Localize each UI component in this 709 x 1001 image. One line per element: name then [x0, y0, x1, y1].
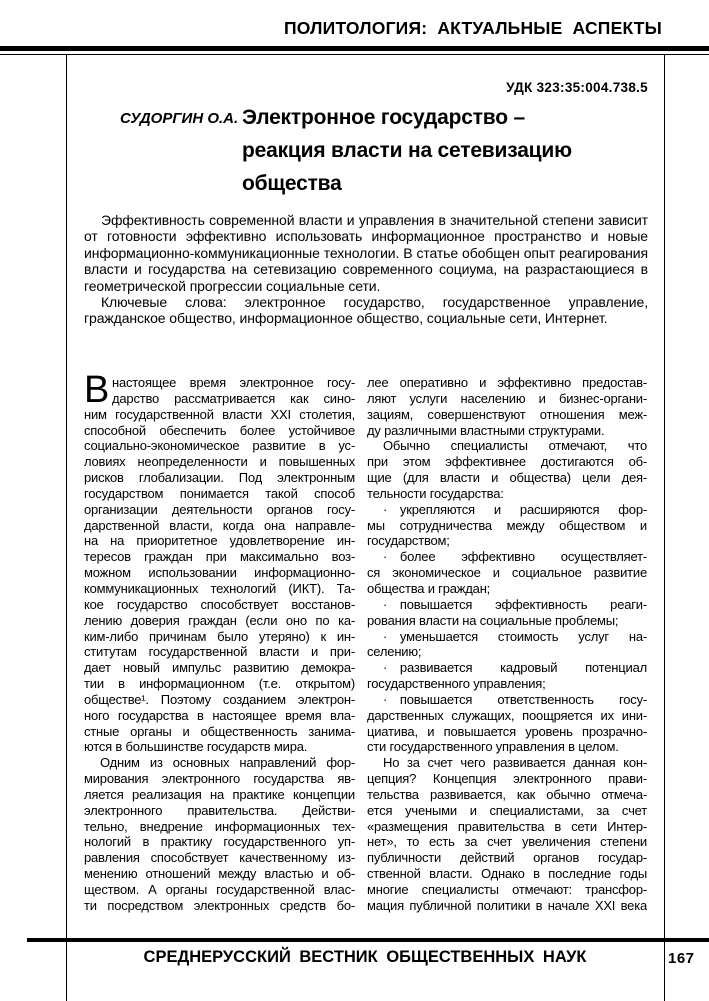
body-line: при этом эффективнее достигаются об- [367, 454, 647, 470]
body-line: ким-либо причинам было утеряно) к ин- [84, 628, 355, 644]
header-rule-thick [0, 46, 709, 51]
udc-code: УДК 323:35:004.738.5 [506, 80, 648, 95]
body-line: тельно, внедрение информационных тех- [84, 818, 355, 834]
body-line: «размещения правительства в сети Интер- [367, 818, 647, 834]
article-body [84, 369, 647, 914]
body-line: социально-экономическое развитие в ус- [84, 438, 355, 454]
body-line: обществе¹. Поэтому созданием электрон- [84, 691, 355, 707]
body-line: ного государства в настоящее время вла- [84, 707, 355, 723]
body-line: стные органы и общественность занима- [84, 723, 355, 739]
body-line: селению; [367, 644, 422, 660]
body-line: · повышается ответственность госу- [383, 691, 647, 707]
body-line: кое государство способствует восстанов- [84, 596, 355, 612]
body-line: ним государственной власти XXI столетия, [84, 406, 355, 422]
body-line: тельности государства: [367, 485, 504, 501]
keywords-paragraph: Ключевые слова: электронное государство, государственное управление, гражданское общество, информационное общество, социальные сети, Интернет. [84, 294, 648, 327]
body-line: Обычно специалисты отмечают, что [383, 438, 647, 454]
body-line: ститутам государственной власти и при- [84, 644, 355, 660]
body-line: мация публичной политики в начале XXI века [367, 897, 647, 913]
body-line: тельства развивается, как обычно отмеча- [367, 786, 647, 802]
body-lines-right [367, 375, 647, 914]
body-line: нет», то есть за счет увеличения степени [367, 834, 647, 850]
body-line: общества и граждан; [367, 580, 491, 596]
running-header: ПОЛИТОЛОГИЯ: АКТУАЛЬНЫЕ АСПЕКТЫ [284, 18, 662, 38]
right-border-line [664, 55, 665, 1001]
body-line: настоящее время электронное госу- [112, 375, 355, 390]
body-column-left [84, 369, 355, 914]
body-line: электронного правительства. Действи- [84, 802, 355, 818]
left-border-line [66, 55, 67, 1001]
body-line: · более эффективно осуществляет- [383, 549, 647, 565]
body-line: на на приоритетное удовлетворение ин- [84, 533, 355, 549]
body-line: менению отношений между властью и об- [84, 866, 355, 882]
article-title [242, 101, 572, 200]
body-line: ются в большинстве государств мира. [84, 739, 308, 755]
body-line: Но за счет чего развивается данная кон- [383, 755, 647, 771]
body-line: ществом. А органы государственной влас- [84, 882, 355, 897]
body-line: можном использовании информационно- [84, 565, 355, 581]
body-line: цепция? Концепция электронного прави- [367, 771, 647, 787]
body-line: тересов граждан при максимально воз- [84, 549, 355, 565]
body-line: тии в информационном (т.е. открытом) [84, 676, 355, 692]
body-line: ляют услуги населению и бизнес-органи- [367, 390, 647, 406]
body-line: зациям, совершенствуют отношения меж- [367, 406, 647, 422]
article-title-line: Электронное государство – [242, 106, 525, 129]
drop-cap: В [84, 369, 110, 411]
article-title-line: общества [242, 172, 342, 195]
abstract-paragraph: Эффективность современной власти и управления в значительной степени зависит от готовности эффективно использовать информационное пространство и новые информационно-коммуникационные технологии. В статье обобщен опыт реагирования власти и государства на сетевизацию современного социума, на разрастающиеся в геометрической прогрессии социальные сети. [84, 212, 648, 294]
body-line: способной обеспечить более устойчивое [84, 422, 355, 438]
body-line: циатива, и повышается уровень прозрачно- [367, 723, 647, 739]
body-line: государством; [367, 533, 450, 549]
author-name: СУДОРГИН О.А. [120, 110, 239, 127]
body-line: нологий в практику государственного уп- [84, 834, 355, 850]
body-line: дает новый импульс развитию демокра- [84, 660, 355, 676]
body-line: сти государственного управления в целом. [367, 739, 619, 755]
article-head [84, 54, 648, 327]
body-line: мы сотрудничества между обществом и [367, 517, 647, 533]
body-line: ся экономическое и социальное развитие [367, 565, 647, 581]
journal-title-footer: СРЕДНЕРУССКИЙ ВЕСТНИК ОБЩЕСТВЕННЫХ НАУК [143, 948, 587, 966]
body-line: лению доверия граждан (если оно по ка- [84, 612, 355, 628]
body-line: щие (для власти и общества) цели дея- [367, 470, 647, 486]
body-line: Одним из основных направлений фор- [100, 755, 355, 771]
body-line: многие специалисты отмечают: трансфор- [367, 882, 647, 897]
body-line: публичности действий органов государ- [367, 850, 647, 866]
article-title-line: реакция власти на сетевизацию [242, 139, 572, 162]
body-line: дарственных служащих, поощряется их ини- [367, 707, 647, 723]
body-line: ду различными властными структурами. [367, 422, 605, 438]
title-block [84, 101, 648, 200]
footer-rule [27, 938, 709, 942]
body-line: рования власти на социальные проблемы; [367, 612, 619, 628]
body-line: · укрепляются и расширяются фор- [383, 501, 647, 517]
body-line: ственной власти. Однако в последние годы [367, 866, 647, 882]
body-line: ляется реализация на практике концепции [84, 786, 355, 802]
body-line: · развивается кадровый потенциал [383, 660, 647, 676]
body-line: дарственной власти, когда она направле- [84, 517, 355, 533]
body-line: коммуникационных технологий (ИКТ). Та- [84, 580, 355, 596]
body-line: ловиях неопределенности и повышенных [84, 454, 355, 470]
body-line: мирования электронного государства яв- [84, 771, 355, 787]
body-lines-left [84, 369, 355, 914]
body-line: ется учеными и специалистами, за счет [367, 802, 647, 818]
body-line: · уменьшается стоимость услуг на- [383, 628, 647, 644]
body-line: лее оперативно и эффективно предостав- [367, 375, 647, 390]
body-line: организации деятельности органов госу- [84, 501, 355, 517]
body-line: дарство рассматривается как сино- [112, 390, 355, 406]
body-line: государством понимается такой способ [84, 485, 355, 501]
body-line: · повышается эффективность реаги- [383, 596, 647, 612]
body-line: государственного управления; [367, 676, 546, 692]
body-line: ти посредством электронных средств бо- [84, 897, 355, 913]
body-line: рисков глобализации. Под электронным [84, 470, 355, 486]
body-line: равления способствует качественному из- [84, 850, 355, 866]
page-number: 167 [668, 950, 695, 967]
body-column-right [367, 375, 647, 914]
